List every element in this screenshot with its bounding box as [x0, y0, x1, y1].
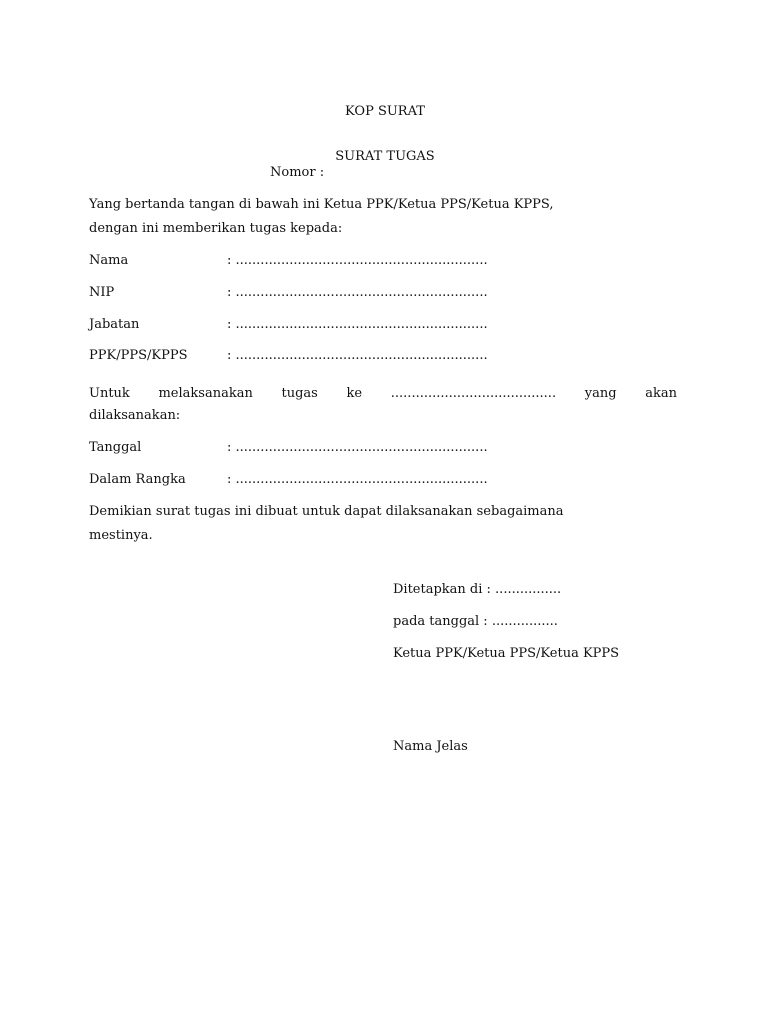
task-word: melaksanakan: [158, 386, 253, 401]
document-title: SURAT TUGAS: [335, 149, 435, 164]
task-line-1: [89, 386, 677, 402]
field-label-dalam-rangka: Dalam Rangka: [89, 472, 186, 487]
field-label-nip: NIP: [89, 285, 115, 300]
field-value-dalam-rangka: : .............................................................: [227, 472, 488, 487]
signature-date: pada tanggal : ................: [393, 614, 558, 629]
task-line-2: dilaksanakan:: [89, 408, 181, 423]
intro-line-2: dengan ini memberikan tugas kepada:: [89, 221, 343, 236]
task-word: akan: [645, 386, 677, 401]
field-label-nama: Nama: [89, 253, 129, 268]
field-label-jabatan: Jabatan: [89, 317, 140, 332]
field-value-nama: : .............................................................: [227, 253, 488, 268]
letterhead: KOP SURAT: [345, 104, 425, 119]
task-word: Untuk: [89, 386, 130, 401]
closing-line-1: Demikian surat tugas ini dibuat untuk dapat dilaksanakan sebagaimana: [89, 504, 564, 519]
document-number-label: Nomor :: [270, 165, 325, 180]
field-label-tanggal: Tanggal: [89, 440, 142, 455]
task-destination-blank: ........................................: [390, 386, 557, 401]
closing-line-2: mestinya.: [89, 528, 153, 543]
task-word: ke: [346, 386, 363, 401]
task-word: yang: [584, 386, 617, 401]
task-word: tugas: [281, 386, 318, 401]
intro-line-1: Yang bertanda tangan di bawah ini Ketua PPK/Ketua PPS/Ketua KPPS,: [89, 197, 554, 212]
signature-position: Ketua PPK/Ketua PPS/Ketua KPPS: [393, 646, 620, 661]
field-value-nip: : .............................................................: [227, 285, 488, 300]
field-label-ppk-pps-kpps: PPK/PPS/KPPS: [89, 348, 188, 363]
field-value-ppk-pps-kpps: : .............................................................: [227, 348, 488, 363]
field-value-jabatan: : .............................................................: [227, 317, 488, 332]
field-value-tanggal: : .............................................................: [227, 440, 488, 455]
signature-place: Ditetapkan di : ................: [393, 582, 562, 597]
signature-name: Nama Jelas: [393, 739, 468, 754]
